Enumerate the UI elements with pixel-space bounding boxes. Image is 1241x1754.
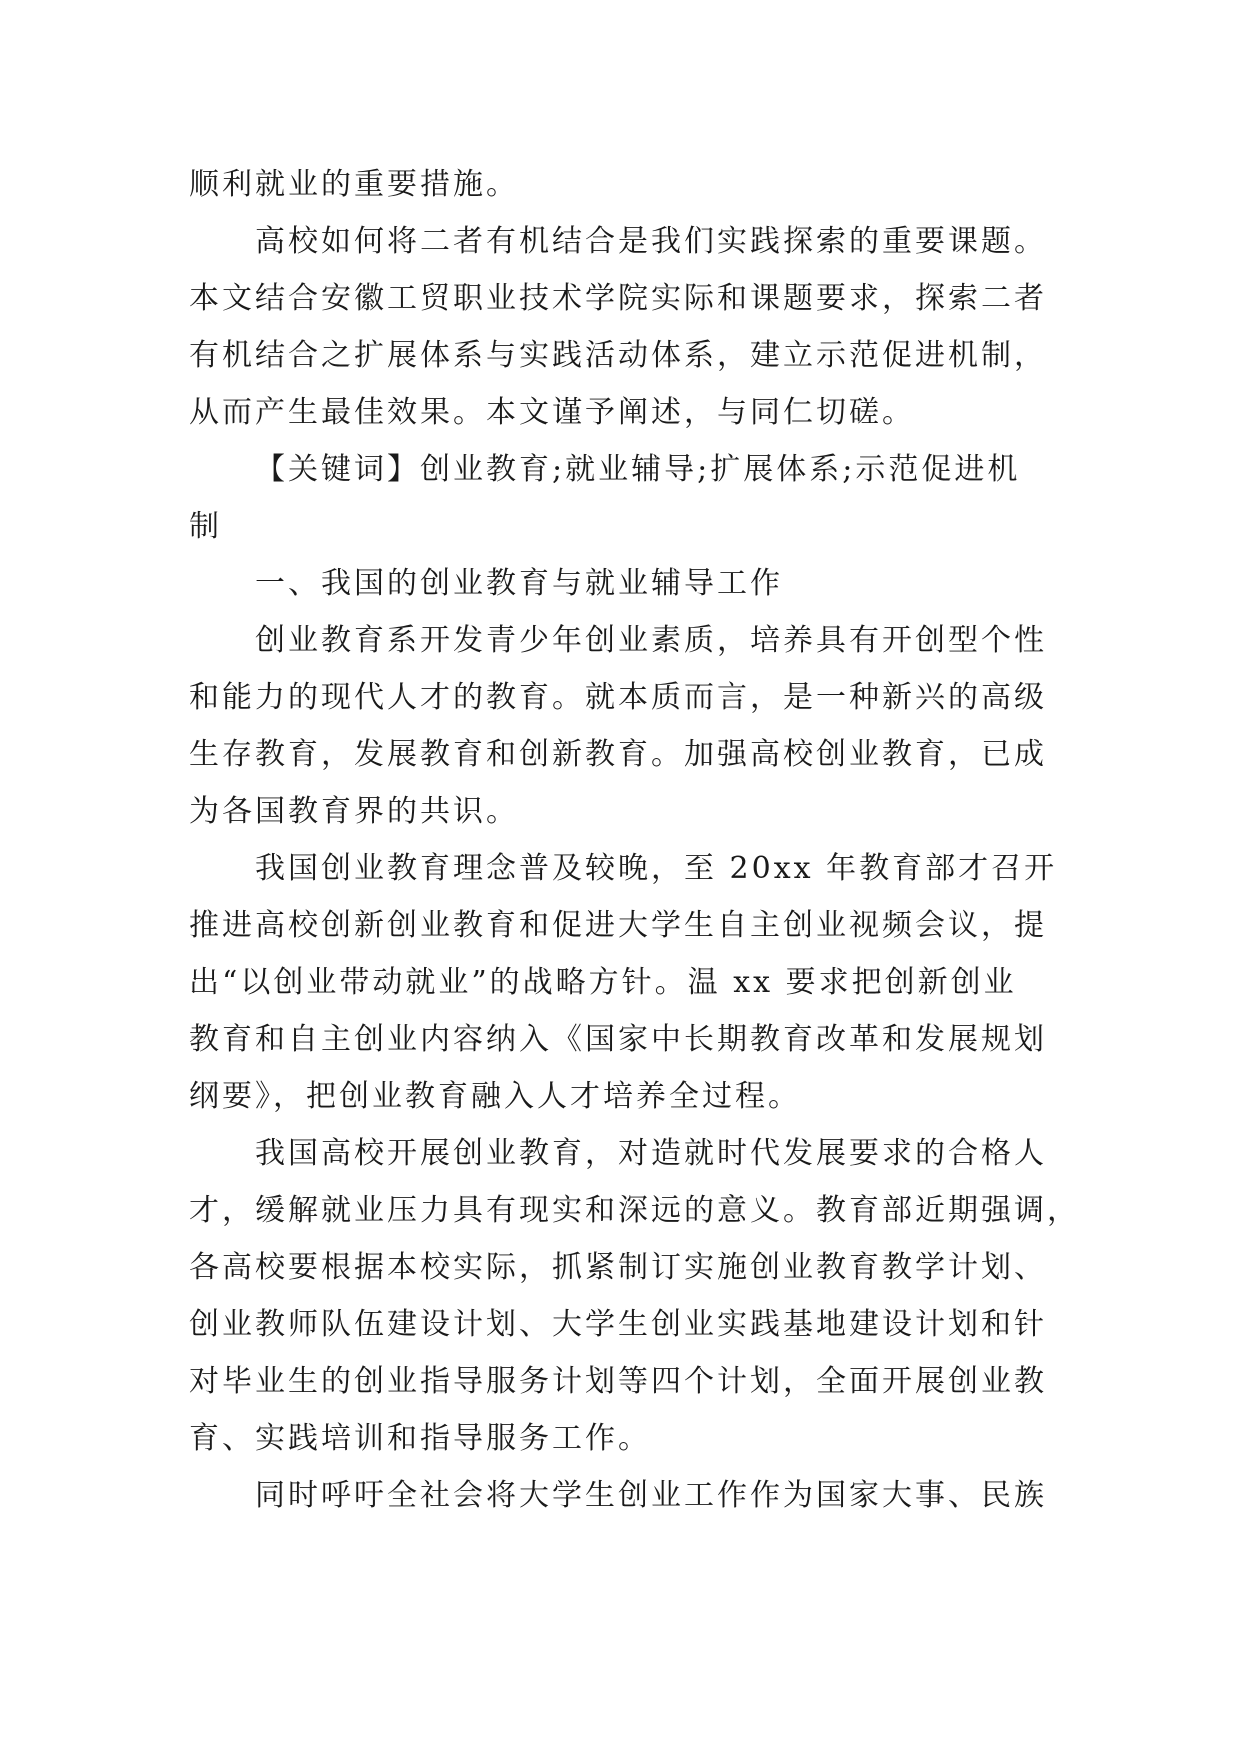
text-line: 推进高校创新创业教育和促进大学生自主创业视频会议，提 [189,908,1047,943]
paragraph-intro [189,213,1069,441]
text-line: 高校如何将二者有机结合是我们实践探索的重要课题。 [255,224,1047,259]
paragraph-history [189,840,1069,1125]
text-line: 出“以创业带动就业”的战略方针。温 xx 要求把创新创业 [189,965,1017,1000]
text-line: 顺利就业的重要措施。 [189,167,519,202]
document-body [189,156,1080,1524]
text-line: 我国创业教育理念普及较晚，至 20xx 年教育部才召开 [255,851,1058,886]
text-line: 育、实践培训和指导服务工作。 [189,1421,651,1456]
text-line: 创业教育系开发青少年创业素质，培养具有开创型个性 [255,623,1047,658]
text-line: 创业教师队伍建设计划、大学生创业实践基地建设计划和针 [189,1307,1047,1342]
text-line: 纲要》，把创业教育融入人才培养全过程。 [189,1079,801,1114]
text-line: 同时呼吁全社会将大学生创业工作作为国家大事、民族 [255,1478,1047,1513]
heading-text: 一、我国的创业教育与就业辅导工作 [255,566,783,601]
text-line: 和能力的现代人才的教育。就本质而言，是一种新兴的高级 [189,680,1047,715]
text-line: 我国高校开展创业教育，对造就时代发展要求的合格人 [255,1136,1047,1171]
text-line: 对毕业生的创业指导服务计划等四个计划，全面开展创业教 [189,1364,1047,1399]
text-line: 本文结合安徽工贸职业技术学院实际和课题要求，探索二者 [189,281,1047,316]
section-heading [189,555,1069,612]
text-line: 有机结合之扩展体系与实践活动体系，建立示范促进机制， [189,338,1047,373]
text-line: 教育和自主创业内容纳入《国家中长期教育改革和发展规划 [189,1022,1047,1057]
paragraph-definition [189,612,1069,840]
text-line: 才，缓解就业压力具有现实和深远的意义。教育部近期强调， [189,1193,1080,1228]
text-line: 为各国教育界的共识。 [189,794,519,829]
text-line: 制 [189,509,222,544]
paragraph-keywords [189,441,1069,555]
paragraph-continuation [189,156,1069,213]
text-line: 各高校要根据本校实际，抓紧制订实施创业教育教学计划、 [189,1250,1047,1285]
text-line: 从而产生最佳效果。本文谨予阐述，与同仁切磋。 [189,395,915,430]
text-line: 生存教育，发展教育和创新教育。加强高校创业教育，已成 [189,737,1047,772]
paragraph-society [189,1467,1069,1524]
paragraph-significance [189,1125,1080,1467]
text-line: 【关键词】创业教育;就业辅导;扩展体系;示范促进机 [255,452,1021,487]
